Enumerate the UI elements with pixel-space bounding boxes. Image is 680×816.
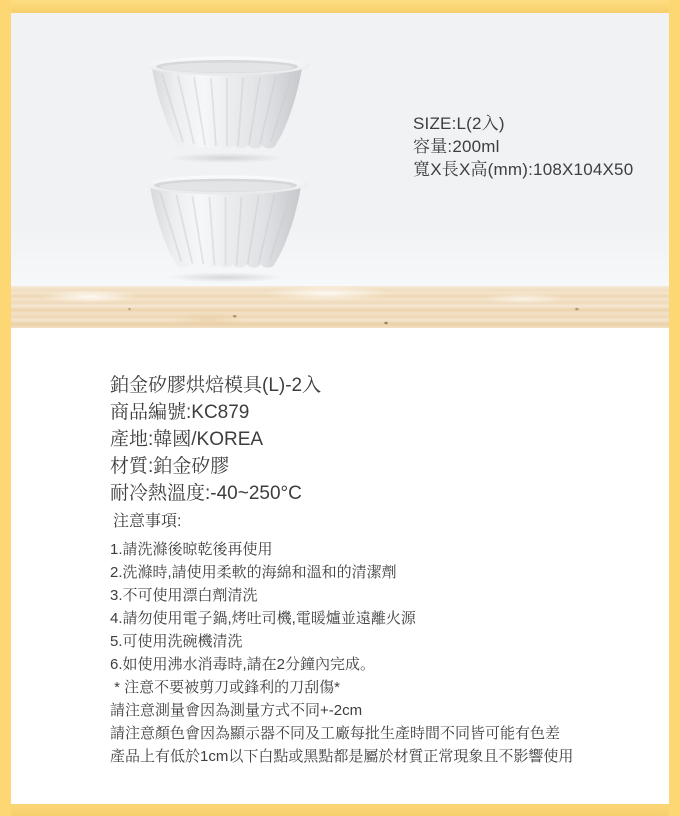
wood-texture-divider <box>11 286 669 328</box>
baking-mold-image <box>142 169 309 285</box>
frame-border-left <box>0 0 11 816</box>
baking-mold-image <box>144 52 310 164</box>
frame-border-top <box>0 0 680 13</box>
note-item-6: 6.如使用沸水消毒時,請在2分鐘內完成。 <box>110 656 376 673</box>
frame-border-bottom <box>0 804 680 816</box>
note-measure-tolerance: 請注意測量會因為測量方式不同+-2cm <box>110 702 363 719</box>
notice-list <box>110 538 573 768</box>
spec-capacity: 容量:200ml <box>413 137 500 156</box>
product-temperature-range: 耐冷熱溫度:-40~250°C <box>110 483 302 504</box>
product-photo-section <box>11 13 669 286</box>
product-code: 商品編號:KC879 <box>110 402 250 423</box>
product-origin: 產地:韓國/KOREA <box>110 429 264 450</box>
note-item-3: 3.不可使用漂白劑清洗 <box>110 587 258 604</box>
product-material: 材質:鉑金矽膠 <box>110 456 230 477</box>
notice-heading: 注意事項: <box>113 513 182 530</box>
product-photo-top <box>144 52 310 164</box>
product-details-section <box>11 328 669 804</box>
note-item-5: 5.可使用洗碗機清洗 <box>110 633 243 650</box>
note-item-4: 4.請勿使用電子鍋,烤吐司機,電暖爐並遠離火源 <box>110 610 416 627</box>
product-info-block <box>110 372 321 507</box>
spec-dimensions: 寬X長X高(mm):108X104X50 <box>413 160 634 179</box>
spec-size: SIZE:L(2入) <box>413 114 505 133</box>
frame-border-right <box>669 0 680 816</box>
product-spec-block <box>413 112 633 181</box>
note-item-1: 1.請洗滌後晾乾後再使用 <box>110 541 273 558</box>
note-warning-sharp: * 注意不要被剪刀或鋒利的刀刮傷* <box>110 679 341 696</box>
note-color-difference: 請注意顏色會因為顯示器不同及工廠每批生產時間不同皆可能有色差 <box>110 725 561 742</box>
product-photo-bottom <box>142 169 309 285</box>
note-item-2: 2.洗滌時,請使用柔軟的海綿和溫和的清潔劑 <box>110 564 397 581</box>
note-material-spots: 產品上有低於1cm以下白點或黑點都是屬於材質正常現象且不影響使用 <box>110 748 574 765</box>
product-title: 鉑金矽膠烘焙模具(L)-2入 <box>110 375 322 396</box>
